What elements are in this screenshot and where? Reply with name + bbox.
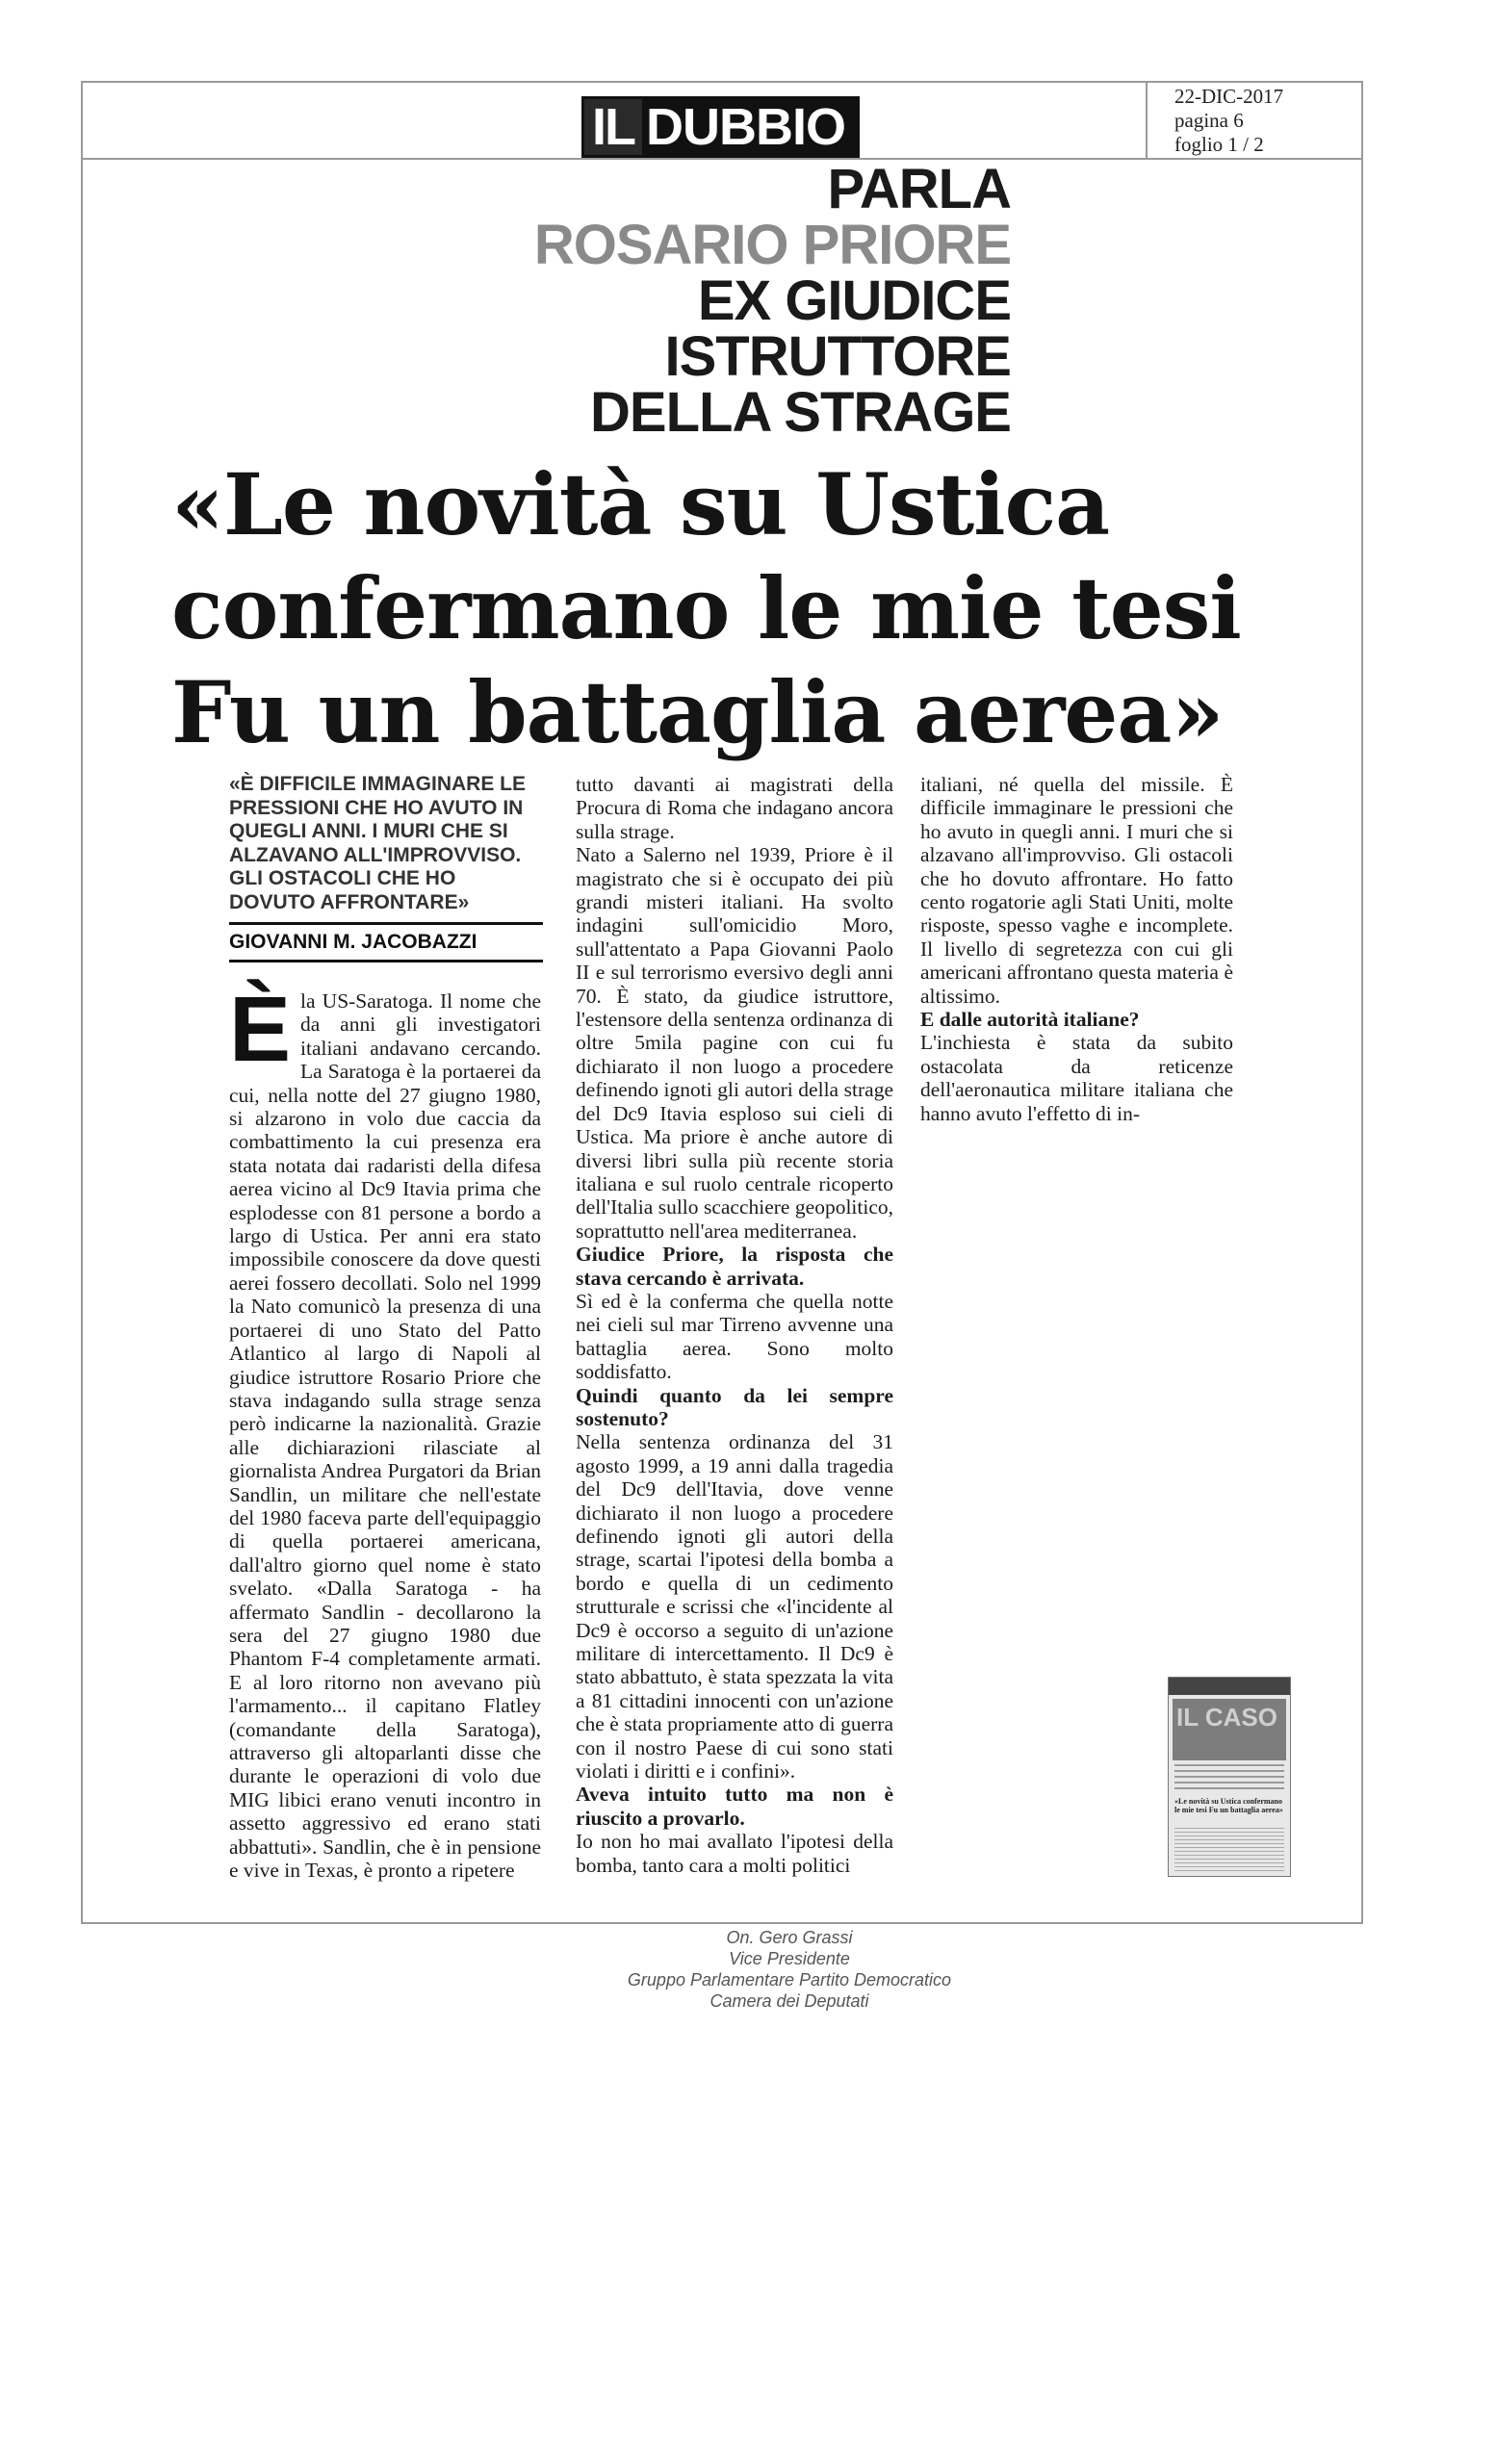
kicker-name: ROSARIO PRIORE [533,214,1011,276]
article-column-1 [229,773,541,1882]
interview-answer: L'inchiesta è stata da subito ostacolata da reticenze dell'aeronautica militare italiana che hanno avuto l'effetto di in- [920,1031,1233,1125]
stamp-group: Gruppo Parlamentare Partito Democratico [627,1970,952,1989]
related-article-thumbnail [1168,1677,1291,1877]
header-divider [81,158,1363,160]
kicker-line: PARLA [827,158,1011,220]
body-paragraph: Nato a Salerno nel 1939, Priore è il magistrato che si è occupato dei più grandi misteri italiani. Ha svolto indagini sull'omicidio Moro, sull'attentato a Papa Giovanni Paolo II e sul terrorismo eversivo degli anni 70. È stato, da giudice istruttore, l'estensore della sentenza ordinanza di oltre 5mila pagine con cui fu dichiarato il non luogo a procedere definendo ignoti gli autori della strage del Dc9 Itavia esploso sui cieli di Ustica. Ma priore è anche autore di diversi libri sulla più recente storia italiana e sul ruolo centrale ricoperto dell'Italia sullo scacchiere geopolitico, soprattutto nell'area mediterranea. [576,843,893,1243]
interview-question: Quindi quanto da lei sempre sostenuto? [576,1383,893,1430]
headline-line: «Le novità su Ustica [171,454,1110,554]
masthead-prefix: IL [584,99,642,155]
thumbnail-text-lines [1174,1764,1284,1793]
kicker-line: ISTRUTTORE [664,325,1011,388]
interview-question: Giudice Priore, la risposta che stava cercando è arrivata. [576,1243,893,1290]
thumbnail-columns [1174,1828,1284,1872]
kicker-line: DELLA STRAGE [590,381,1011,444]
thumbnail-title: «Le novità su Ustica confermano le mie tesi Fu un battaglia aerea» [1174,1797,1283,1814]
stamp-name: On. Gero Grassi [726,1928,853,1947]
interview-question: E dalle autorità italiane? [920,1008,1140,1032]
headline-line: confermano le mie tesi [171,558,1241,658]
article-column-3 [920,773,1233,1125]
newspaper-masthead [581,96,860,158]
headline [171,452,1327,764]
drop-cap: È [229,978,292,1081]
kicker-line: EX GIUDICE [697,270,1011,332]
stamp-footer [539,1927,1040,2012]
body-paragraph: la US-Saratoga. Il nome che da anni gli investigatori italiani andavano cercando. La Saratoga è la portaerei da cui, nella notte del 27 giugno 1980, si alzarono in volo due caccia da combattimento la cui presenza era stata notata dai radaristi della difesa aerea vicino al Dc9 Itavia prima che esplodesse con 81 persone a bordo a largo di Ustica. Per anni era stato impossibile conoscere da dove questi aerei fossero decollati. Solo nel 1999 la Nato comunicò la presenza di una portaerei di uno Stato del Patto Atlantico al largo di Napoli al giudice istruttore Rosario Priore che stava indagando sulla strage senza però indicarne la nazionalità. Grazie alle dichiarazioni rilasciate al giornalista Andrea Purgatori da Brian Sandlin, un militare che nell'estate del 1980 faceva parte dell'equipaggio di quella portaerei americana, dall'altro giorno quel nome è stato svelato. «Dalla Saratoga - ha affermato Sandlin - decollarono la sera del 27 giugno 1980 due Phantom F-4 completamente armati. E al loro ritorno non avevano più l'armamento... il capitano Flatley (comandante della Saratoga), attraverso gli altoparlanti disse che durante le operazioni di volo due MIG libici erano venuti incontro in assetto aggressivo ed erano stati abbattuti». Sandlin, che è in pensione e vive in Texas, è pronto a ripetere [229,989,541,1883]
pull-quote-rule [229,922,543,925]
stamp-role: Vice Presidente [729,1949,850,1968]
interview-answer: Nella sentenza ordinanza del 31 agosto 1999, a 19 anni dalla tragedia del Dc9 dell'Itavia, dove venne dichiarato il non luogo a procedere definendo ignoti gli autori della strage, scartai l'ipotesi della bomba a bordo e quella di un cedimento strutturale e scrissi che «l'incidente al Dc9 è occorso a seguito di un'azione militare di intercettamento. Il Dc9 è stato abbattuto, è stata spezzata la vita a 81 cittadini innocenti con un'azione che è stata propriamente atto di guerra con il nostro Paese di cui sono stati violati i diritti e i confini». [576,1430,893,1784]
thumbnail-label: IL CASO [1176,1703,1277,1732]
byline-rule [229,960,543,962]
interview-question: Aveva intuito tutto ma non è riuscito a provarlo. [576,1783,893,1830]
headline-line: Fu un battaglia aerea» [171,662,1224,762]
interview-answer: Sì ed è la conferma che quella notte nei cieli sul mar Tirreno avvenne una battaglia aerea. Sono molto soddisfatto. [576,1289,893,1384]
publication-date: 22-DIC-2017 [1174,85,1284,108]
stamp-institution: Camera dei Deputati [709,1991,869,2011]
sheet-number: foglio 1 / 2 [1174,133,1264,156]
page-number: pagina 6 [1174,109,1244,132]
body-paragraph: tutto davanti ai magistrati della Procura di Roma che indagano ancora sulla strage. [576,773,893,843]
article-column-2 [576,773,893,1877]
byline: GIOVANNI M. JACOBAZZI [229,931,477,953]
pull-quote: «È DIFFICILE IMMAGINARE LE PRESSIONI CHE HO AVUTO IN QUEGLI ANNI. I MURI CHE SI ALZAVANO ALL'IMPROVVISO. GLI OSTACOLI CHE HO DOVUTO AFFRONTARE» [229,773,527,913]
kicker [289,158,1011,444]
dateline-box [1146,81,1363,158]
interview-answer: italiani, né quella del missile. È difficile immaginare le pressioni che ho avuto in quegli anni. I muri che si alzavano all'improvviso. Gli ostacoli che ho dovuto affrontare. Ho fatto cento rogatorie agli Stati Uniti, molte risposte, spesso vaghe e incomplete. Il livello di segretezza con cui gli americani affrontano questa materia è altissimo. [920,773,1233,1008]
masthead-name: DUBBIO [642,99,857,155]
interview-answer: Io non ho mai avallato l'ipotesi della bomba, tanto cara a molti politici [576,1830,893,1877]
thumbnail-header [1169,1678,1290,1695]
